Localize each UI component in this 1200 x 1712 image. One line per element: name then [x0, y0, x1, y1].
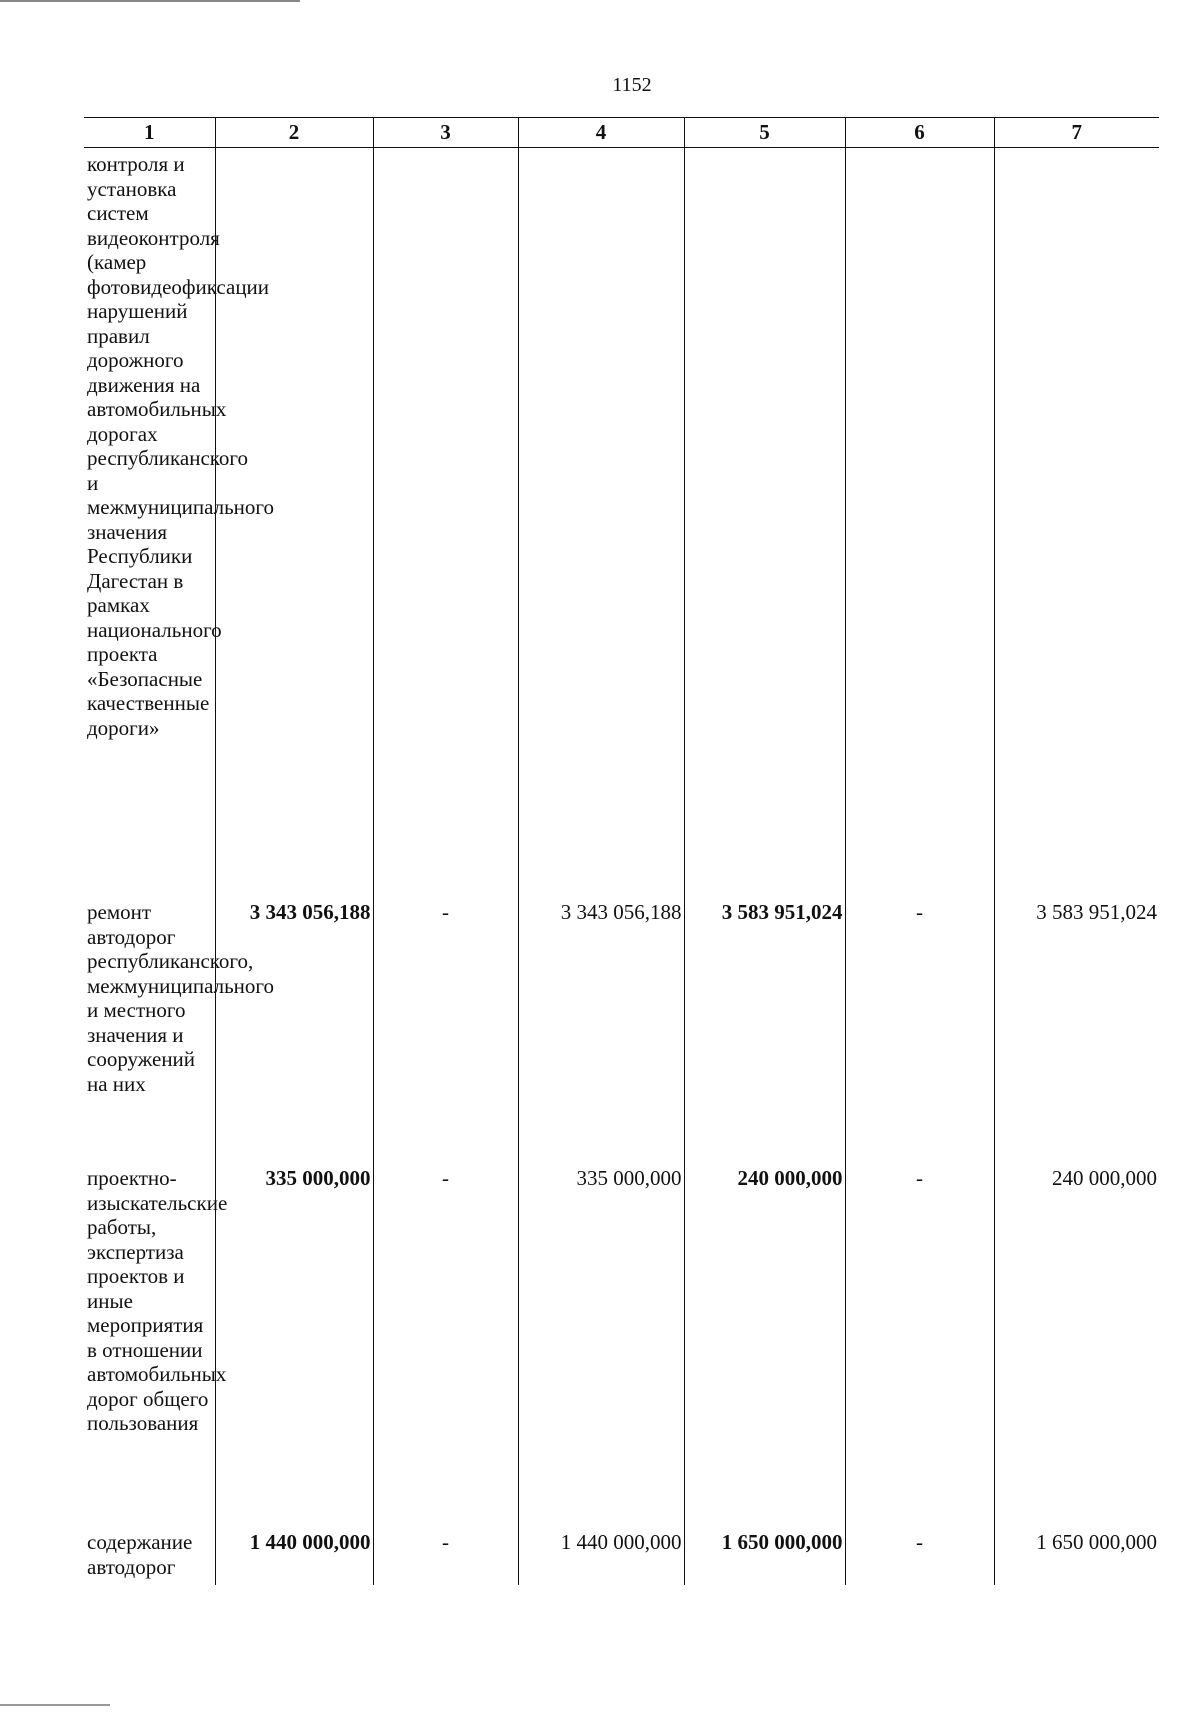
row-description: содержание автодорог: [87, 1530, 193, 1579]
table-row: [84, 890, 1159, 1156]
cell-col4: [518, 148, 684, 891]
table-row: [84, 1520, 1159, 1585]
cell-col7: 240 000,000: [994, 1156, 1159, 1520]
cell-col3: -: [373, 1520, 518, 1585]
cell-col2: 335 000,000: [215, 1156, 373, 1520]
column-header-5: 5: [684, 118, 845, 148]
cell-col6: -: [845, 1520, 994, 1585]
table-row: [84, 148, 1159, 891]
cell-col4: 3 343 056,188: [518, 890, 684, 1156]
cell-col4: 1 440 000,000: [518, 1520, 684, 1585]
cell-col7: 3 583 951,024: [994, 890, 1159, 1156]
cell-col6: -: [845, 890, 994, 1156]
cell-col5: 240 000,000: [684, 1156, 845, 1520]
column-header-7: 7: [994, 118, 1159, 148]
cell-col7: 1 650 000,000: [994, 1520, 1159, 1585]
cell-col6: [845, 148, 994, 891]
page-number: 1152: [612, 74, 652, 96]
scan-artifact-top: [0, 0, 300, 2]
table-row: [84, 1156, 1159, 1520]
cell-col3: [373, 148, 518, 891]
cell-col3: -: [373, 1156, 518, 1520]
cell-col2: 1 440 000,000: [215, 1520, 373, 1585]
column-header-6: 6: [845, 118, 994, 148]
cell-col5: 1 650 000,000: [684, 1520, 845, 1585]
column-header-1: 1: [84, 118, 215, 148]
column-header-2: 2: [215, 118, 373, 148]
cell-col2: 3 343 056,188: [215, 890, 373, 1156]
budget-table: [84, 117, 1159, 1585]
cell-col6: -: [845, 1156, 994, 1520]
cell-col3: -: [373, 890, 518, 1156]
column-header-4: 4: [518, 118, 684, 148]
header-row: [84, 118, 1159, 148]
scan-artifact-bottom: [0, 1704, 110, 1706]
column-header-3: 3: [373, 118, 518, 148]
cell-col5: 3 583 951,024: [684, 890, 845, 1156]
row-description: ремонт автодорог республиканского, межмуниципального и местного значения и сооружений на них: [87, 900, 274, 1096]
cell-col4: 335 000,000: [518, 1156, 684, 1520]
row-description: проектно-изыскательские работы, экспертиза проектов и иные мероприятия в отношении автомобильных дорог общего пользования: [87, 1166, 228, 1435]
cell-col5: [684, 148, 845, 891]
cell-col7: [994, 148, 1159, 891]
row-description: контроля и установка систем видеоконтроля (камер фотовидеофиксации нарушений правил дорожного движения на автомобильных дорогах республиканского и межмуниципального значения Республики Дагестан в рамках национального проекта «Безопасные качественные дороги»: [87, 152, 274, 740]
